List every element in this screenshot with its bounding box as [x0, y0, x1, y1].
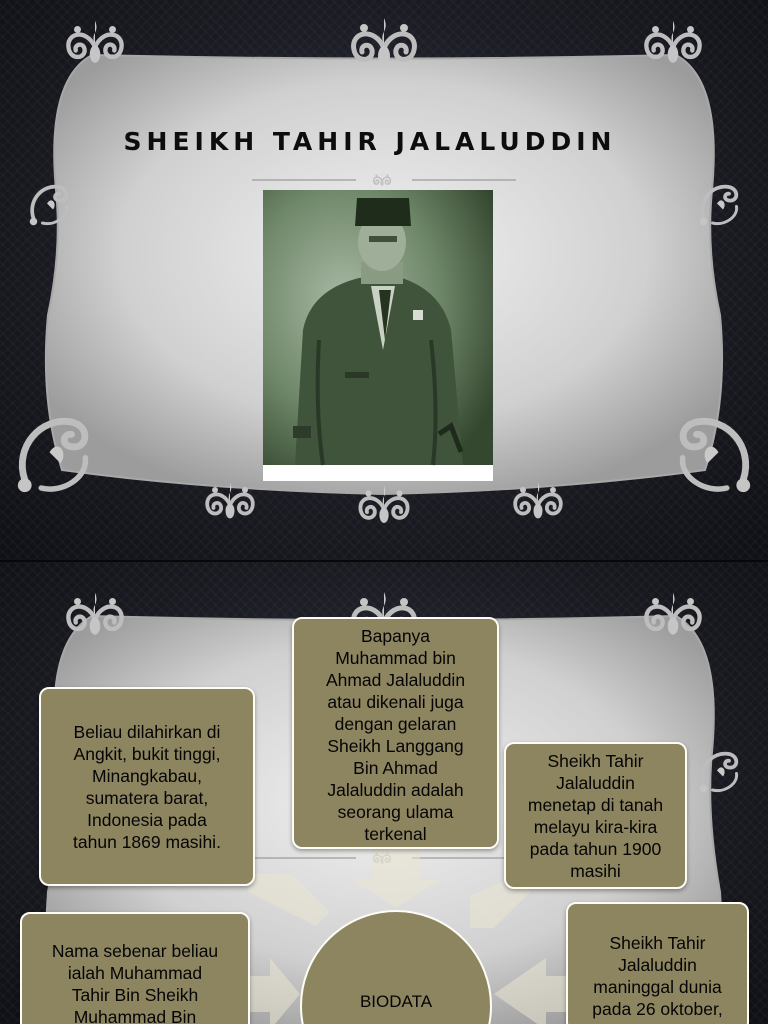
father-line: Bin Ahmad [353, 758, 438, 778]
biodata-slide [0, 562, 768, 1024]
father-line: Sheikh Langgang [327, 736, 464, 756]
name-box [20, 912, 250, 1024]
father-line: Bapanya [360, 626, 431, 646]
birth-line: Minangkabau, [92, 765, 202, 786]
portrait-photo [263, 190, 493, 481]
father-line: atau dikenali juga [327, 692, 464, 712]
settled-box [504, 742, 687, 889]
settled-line: Jalaluddin [556, 772, 635, 793]
name-line: Muhammad Bin [73, 1007, 197, 1024]
name-line: ialah Muhammad [67, 963, 203, 983]
settled-line: Sheikh Tahir [547, 750, 644, 771]
father-line: seorang ulama [337, 802, 454, 822]
settled-line: masihi [570, 860, 621, 881]
death-line: Jalaluddin [618, 955, 697, 975]
ornament-top-left [68, 21, 121, 63]
birth-line: Indonesia pada [87, 809, 207, 830]
father-line: terkenal [364, 824, 427, 844]
death-line: Sheikh Tahir [609, 933, 706, 953]
father-line: Ahmad Jalaluddin [325, 670, 466, 690]
father-line: dengan gelaran [334, 714, 457, 734]
ornament-bottom-center [360, 486, 407, 523]
father-line: Jalaluddin adalah [327, 780, 464, 800]
biodata-label: BIODATA [359, 992, 433, 1011]
death-line: maninggal dunia [593, 977, 722, 997]
ornament-top-right [646, 21, 699, 63]
settled-line: melayu kira-kira [533, 816, 658, 837]
settled-line: pada tahun 1900 [529, 838, 662, 859]
birth-box [39, 687, 255, 886]
birth-line: Angkit, bukit tinggi, [73, 743, 221, 764]
settled-line: menetap di tanah [527, 794, 664, 815]
ornament-top-center [354, 18, 415, 66]
birth-line: Beliau dilahirkan di [73, 721, 221, 742]
birth-line: sumatera barat, [85, 787, 209, 808]
name-line: Tahir Bin Sheikh [71, 985, 199, 1005]
death-line: pada 26 oktober, [592, 999, 723, 1019]
slide-title: SHEIKH TAHIR JALALUDDIN [123, 127, 617, 156]
birth-line: tahun 1869 masihi. [73, 831, 221, 852]
father-box [292, 617, 499, 849]
name-line: Nama sebenar beliau [51, 941, 219, 961]
father-line: Muhammad bin [335, 648, 456, 668]
death-box [566, 902, 749, 1024]
ornament-top-left-2 [68, 593, 121, 635]
ornament-top-right-2 [646, 593, 699, 635]
